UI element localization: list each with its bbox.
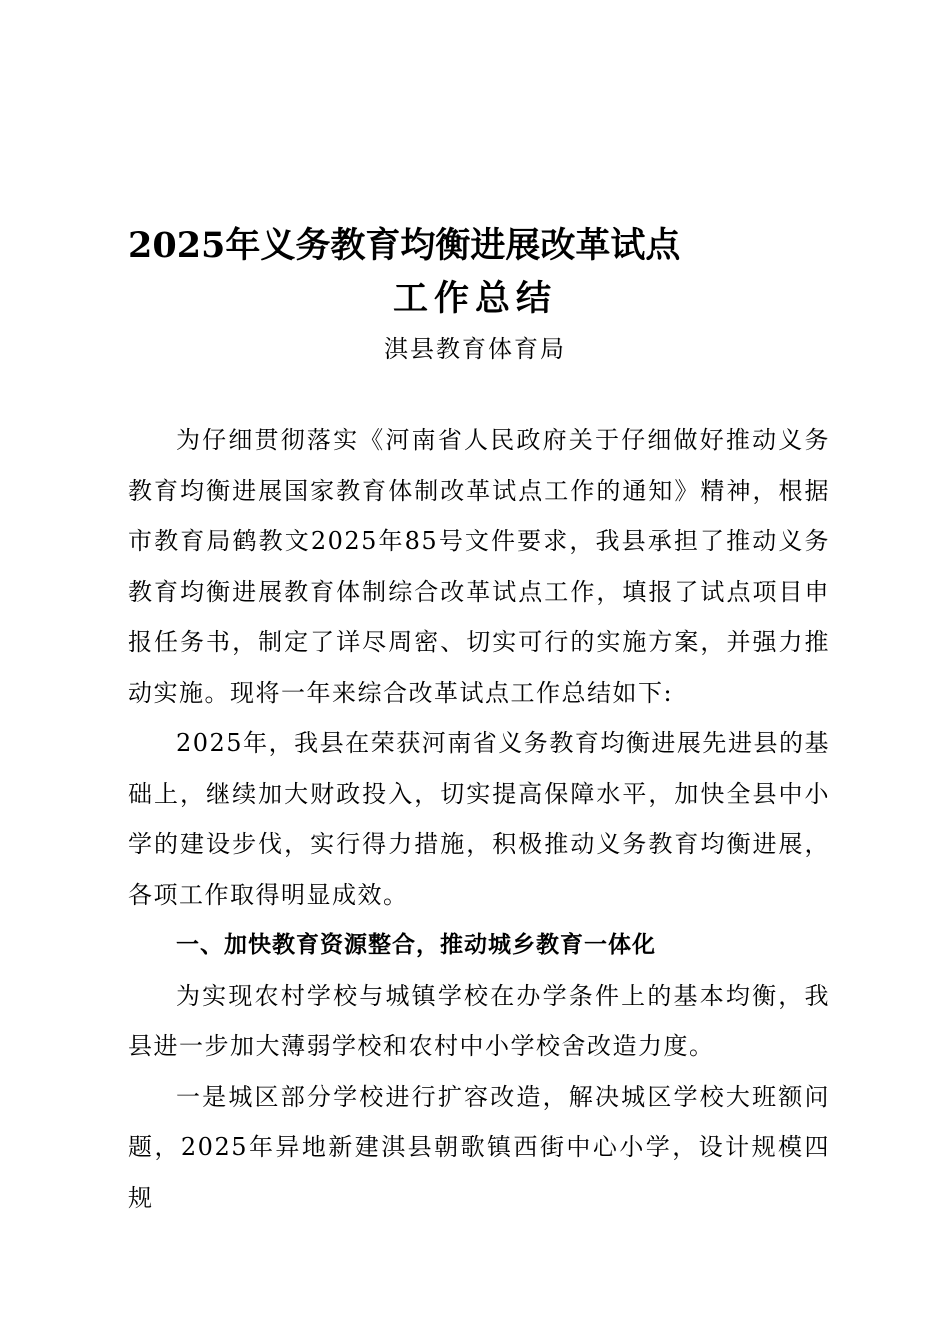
document-author: 淇县教育体育局	[384, 335, 566, 363]
section-1-paragraph: 一是城区部分学校进行扩容改造，解决城区学校大班额问题，2025年异地新建淇县朝歌镇西街中心小学，设计规模四规	[128, 1082, 830, 1212]
document-title-line-2: 工作总结	[392, 278, 557, 319]
paragraph-overview: 2025年，我县在荣获河南省义务教育均衡进展先进县的基础上，继续加大财政投入，切实提高保障水平，加快全县中小学的建设步伐，实行得力措施，积极推动义务教育均衡进展，各项工作取得明显成效。	[128, 729, 830, 909]
section-1-heading: 一、加快教育资源整合，推动城乡教育一体化	[176, 932, 656, 958]
document-body	[128, 415, 830, 1223]
document-title-line-1: 2025年义务教育均衡进展改革试点	[128, 225, 681, 266]
paragraph-intro: 为仔细贯彻落实《河南省人民政府关于仔细做好推动义务教育均衡进展国家教育体制改革试点工作的通知》精神，根据市教育局鹤教文2025年85号文件要求，我县承担了推动义务教育均衡进展教育体制综合改革试点工作，填报了试点项目申报任务书，制定了详尽周密、切实可行的实施方案，并强力推动实施。现将一年来综合改革试点工作总结如下:	[128, 426, 830, 707]
section-1-paragraph: 为实现农村学校与城镇学校在办学条件上的基本均衡，我县进一步加大薄弱学校和农村中小学校舍改造力度。	[128, 981, 830, 1060]
